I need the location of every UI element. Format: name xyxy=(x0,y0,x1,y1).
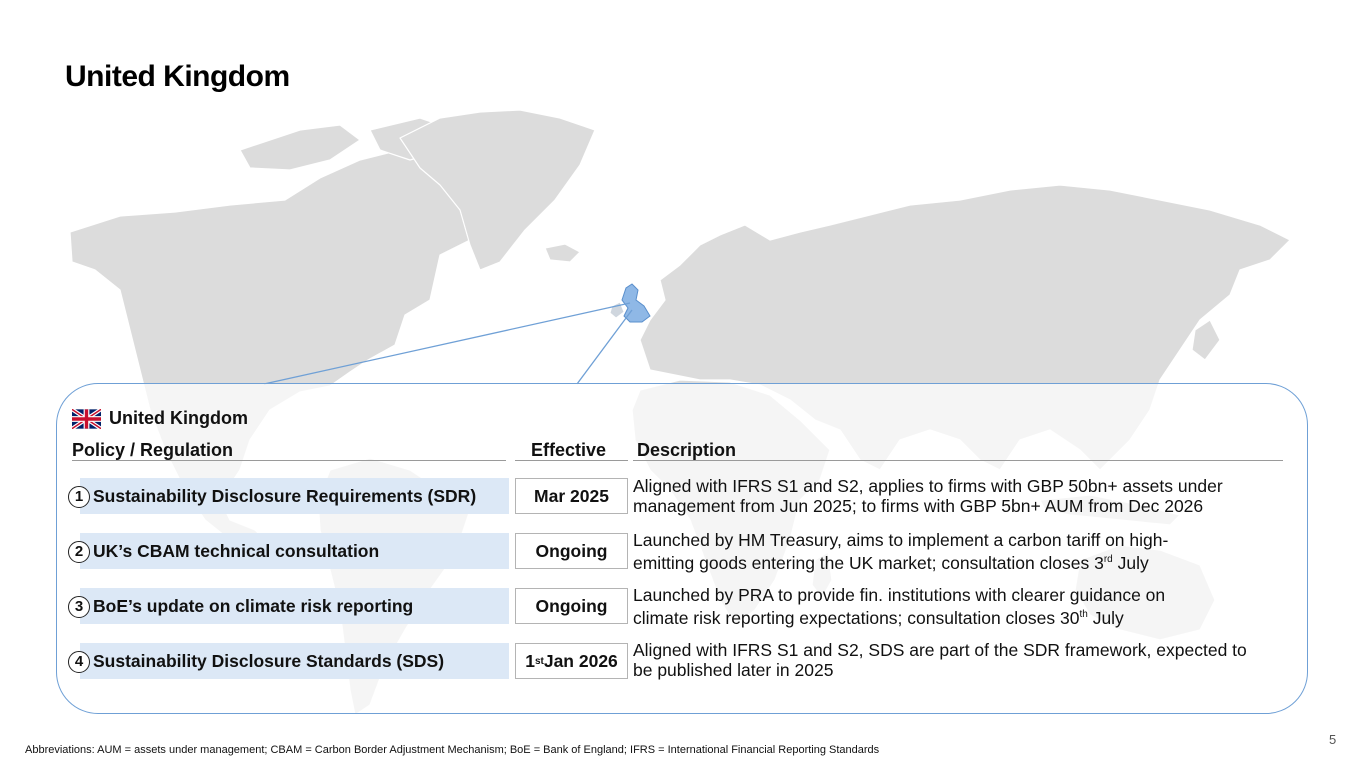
effective-date-text: Ongoing xyxy=(535,595,608,616)
description-text: July xyxy=(1087,607,1124,628)
superscript: rd xyxy=(1103,554,1113,565)
policy-description xyxy=(633,476,1288,516)
description-line xyxy=(633,550,1288,573)
uk-flag-icon xyxy=(72,409,101,429)
map-arctic-islands xyxy=(240,125,360,170)
policy-name: BoE’s update on climate risk reporting xyxy=(93,596,414,616)
row-number-badge: 4 xyxy=(68,651,90,673)
policy-description xyxy=(633,640,1288,680)
row-number-badge: 1 xyxy=(68,486,90,508)
policy-description xyxy=(633,585,1288,628)
effective-date-text: Ongoing xyxy=(535,540,608,561)
header-divider-description xyxy=(633,460,1283,461)
effective-date xyxy=(515,643,628,679)
effective-date xyxy=(515,478,628,514)
country-name: United Kingdom xyxy=(109,408,248,428)
description-line xyxy=(633,605,1288,628)
abbreviations-footnote: Abbreviations: AUM = assets under management; CBAM = Carbon Border Adjustment Mechanism; BoE = Bank of England; IFRS = International Financial Reporting Standards xyxy=(25,744,880,756)
description-line: Aligned with IFRS S1 and S2, SDS are part of the SDR framework, expected to xyxy=(633,640,1247,660)
policy-name: UK’s CBAM technical consultation xyxy=(93,541,380,561)
header-effective: Effective xyxy=(531,440,607,460)
description-line: management from Jun 2025; to firms with GBP 5bn+ AUM from Dec 2026 xyxy=(633,496,1204,516)
effective-date-text: 1 xyxy=(525,650,535,671)
policy-name: Sustainability Disclosure Standards (SDS) xyxy=(93,651,445,671)
superscript: th xyxy=(1079,609,1088,620)
page-number: 5 xyxy=(1329,732,1337,747)
effective-date xyxy=(515,533,628,569)
description-line: Launched by PRA to provide fin. institutions with clearer guidance on xyxy=(633,585,1166,605)
description-line: Aligned with IFRS S1 and S2, applies to firms with GBP 50bn+ assets under xyxy=(633,476,1223,496)
description-text: climate risk reporting expectations; consultation closes 30 xyxy=(633,607,1080,628)
map-iceland xyxy=(545,244,580,262)
header-description: Description xyxy=(637,440,737,460)
row-number-badge: 3 xyxy=(68,596,90,618)
effective-date xyxy=(515,588,628,624)
policy-description xyxy=(633,530,1288,573)
uk-map-highlight xyxy=(622,284,650,322)
header-policy: Policy / Regulation xyxy=(72,440,234,460)
row-number-badge: 2 xyxy=(68,541,90,563)
header-divider-policy xyxy=(72,460,506,461)
country-heading xyxy=(72,408,248,429)
page-title: United Kingdom xyxy=(65,60,290,93)
superscript: st xyxy=(534,655,544,667)
description-line: Launched by HM Treasury, aims to implement a carbon tariff on high- xyxy=(633,530,1169,550)
effective-date-text: Mar 2025 xyxy=(534,485,609,506)
callout-line-right xyxy=(577,310,632,384)
header-divider-effective xyxy=(515,460,628,461)
effective-date-text: Jan 2026 xyxy=(543,650,618,671)
description-line: be published later in 2025 xyxy=(633,660,834,680)
policy-name: Sustainability Disclosure Requirements (SDR) xyxy=(93,486,477,506)
description-text: July xyxy=(1112,552,1149,573)
description-text: emitting goods entering the UK market; consultation closes 3 xyxy=(633,552,1104,573)
